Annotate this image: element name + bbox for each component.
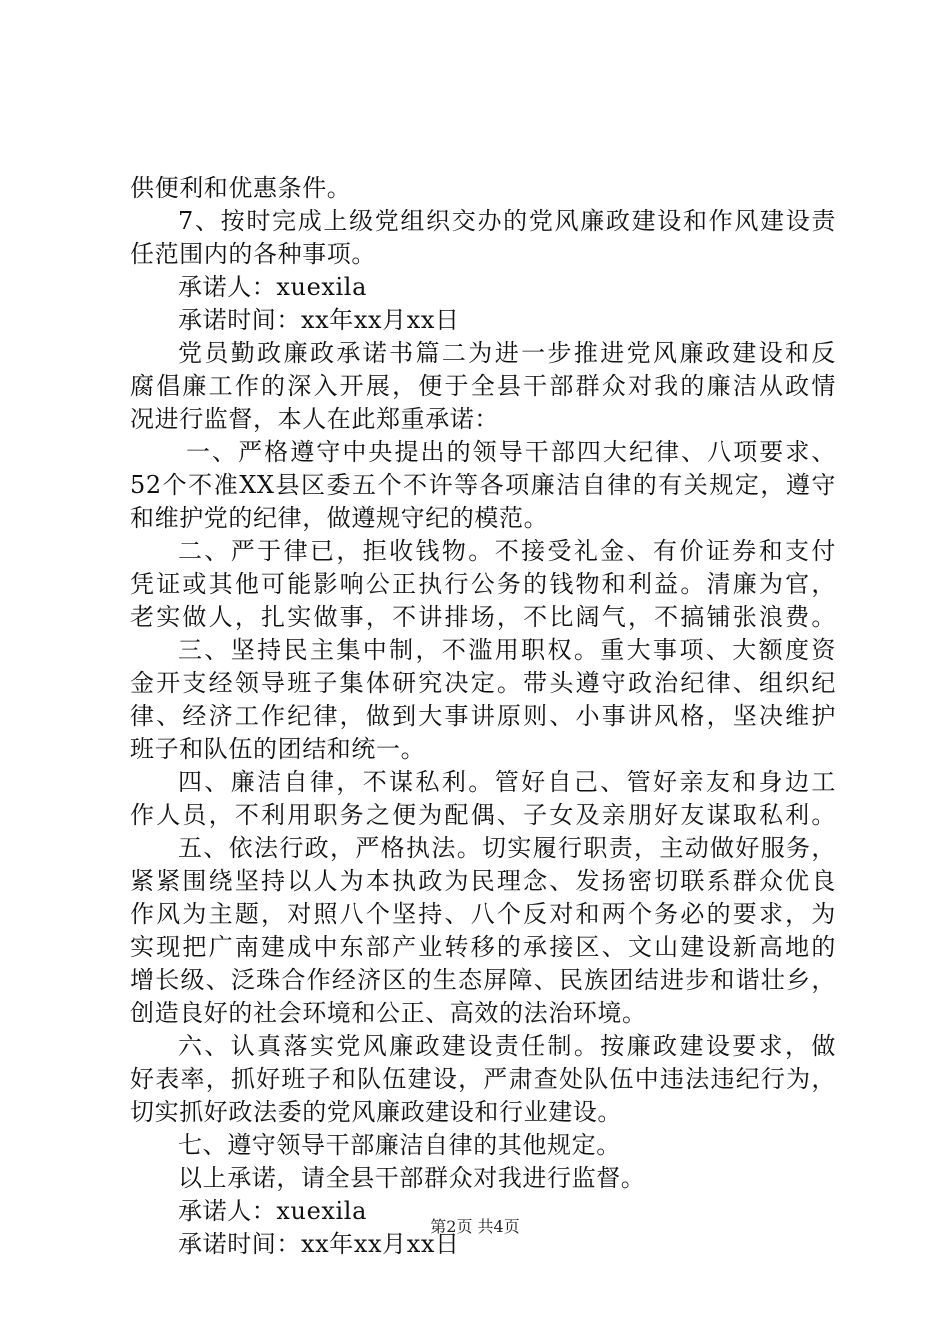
paragraph-line: 律、经济工作纪律，做到大事讲原则、小事讲风格，坚决维护: [130, 702, 836, 730]
document-body: [130, 172, 836, 1261]
paragraph-line: 任范围内的各种事项。: [130, 240, 376, 268]
paragraph-line: 创造良好的社会环境和公正、高效的法治环境。: [130, 999, 647, 1027]
paragraph-line: 七、遵守领导干部廉洁自律的其他规定。: [178, 1131, 621, 1159]
paragraph-line: 老实做人，扎实做事，不讲排场，不比阔气，不搞铺张浪费。: [130, 603, 836, 631]
paragraph-line: 增长级、泛珠合作经济区的生态屏障、民族团结进步和谐壮乡，: [130, 966, 836, 994]
paragraph-line: 三、坚持民主集中制，不滥用职权。重大事项、大额度资: [178, 636, 836, 664]
signatory-line: 承诺人：xuexila: [178, 1197, 367, 1225]
paragraph-line: 52个不准XX县区委五个不许等各项廉洁自律的有关规定，遵守: [130, 471, 836, 499]
paragraph-line: 六、认真落实党风廉政建设责任制。按廉政建设要求，做: [178, 1032, 836, 1060]
date-line: 承诺时间：xx年xx月xx日: [178, 306, 460, 334]
paragraph-line: 7、按时完成上级党组织交办的党风廉政建设和作风建设责: [178, 207, 836, 235]
paragraph-line: 切实抓好政法委的党风廉政建设和行业建设。: [130, 1098, 622, 1126]
paragraph-line: 腐倡廉工作的深入开展，便于全县干部群众对我的廉洁从政情: [130, 372, 836, 400]
paragraph-line: 以上承诺，请全县干部群众对我进行监督。: [178, 1164, 646, 1192]
paragraph-line: 党员勤政廉政承诺书篇二为进一步推进党风廉政建设和反: [178, 339, 836, 367]
paragraph-line: 作人员，不利用职务之便为配偶、子女及亲朋好友谋取私利。: [130, 801, 836, 829]
paragraph-line: 五、依法行政，严格执法。切实履行职责，主动做好服务，: [178, 834, 836, 862]
signatory-line: 承诺人：xuexila: [178, 273, 367, 301]
paragraph-line: 金开支经领导班子集体研究决定。带头遵守政治纪律、组织纪: [130, 669, 836, 697]
paragraph-line: 一、严格遵守中央提出的领导干部四大纪律、八项要求、: [186, 438, 836, 466]
paragraph-line: 好表率，抓好班子和队伍建设，严肃查处队伍中违法违纪行为，: [130, 1065, 836, 1093]
paragraph-line: 和维护党的纪律，做遵规守纪的模范。: [130, 504, 549, 532]
paragraph-line: 实现把广南建成中东部产业转移的承接区、文山建设新高地的: [130, 933, 836, 961]
paragraph-line: 作风为主题，对照八个坚持、八个反对和两个务必的要求，为: [130, 900, 836, 928]
date-line: 承诺时间：xx年xx月xx日: [178, 1230, 460, 1258]
paragraph-line: 供便利和优惠条件。: [130, 174, 352, 202]
paragraph-line: 二、严于律已，拒收钱物。不接受礼金、有价证券和支付: [178, 537, 836, 565]
paragraph-line: 紧紧围绕坚持以人为本执政为民理念、发扬密切联系群众优良: [130, 867, 836, 895]
paragraph-line: 班子和队伍的团结和统一。: [130, 735, 426, 763]
page-footer: 第2页 共4页: [430, 1217, 520, 1236]
paragraph-line: 四、廉洁自律，不谋私利。管好自己、管好亲友和身边工: [178, 768, 836, 796]
paragraph-line: 凭证或其他可能影响公正执行公务的钱物和利益。清廉为官，: [130, 570, 836, 598]
paragraph-line: 况进行监督，本人在此郑重承诺：: [130, 405, 499, 433]
